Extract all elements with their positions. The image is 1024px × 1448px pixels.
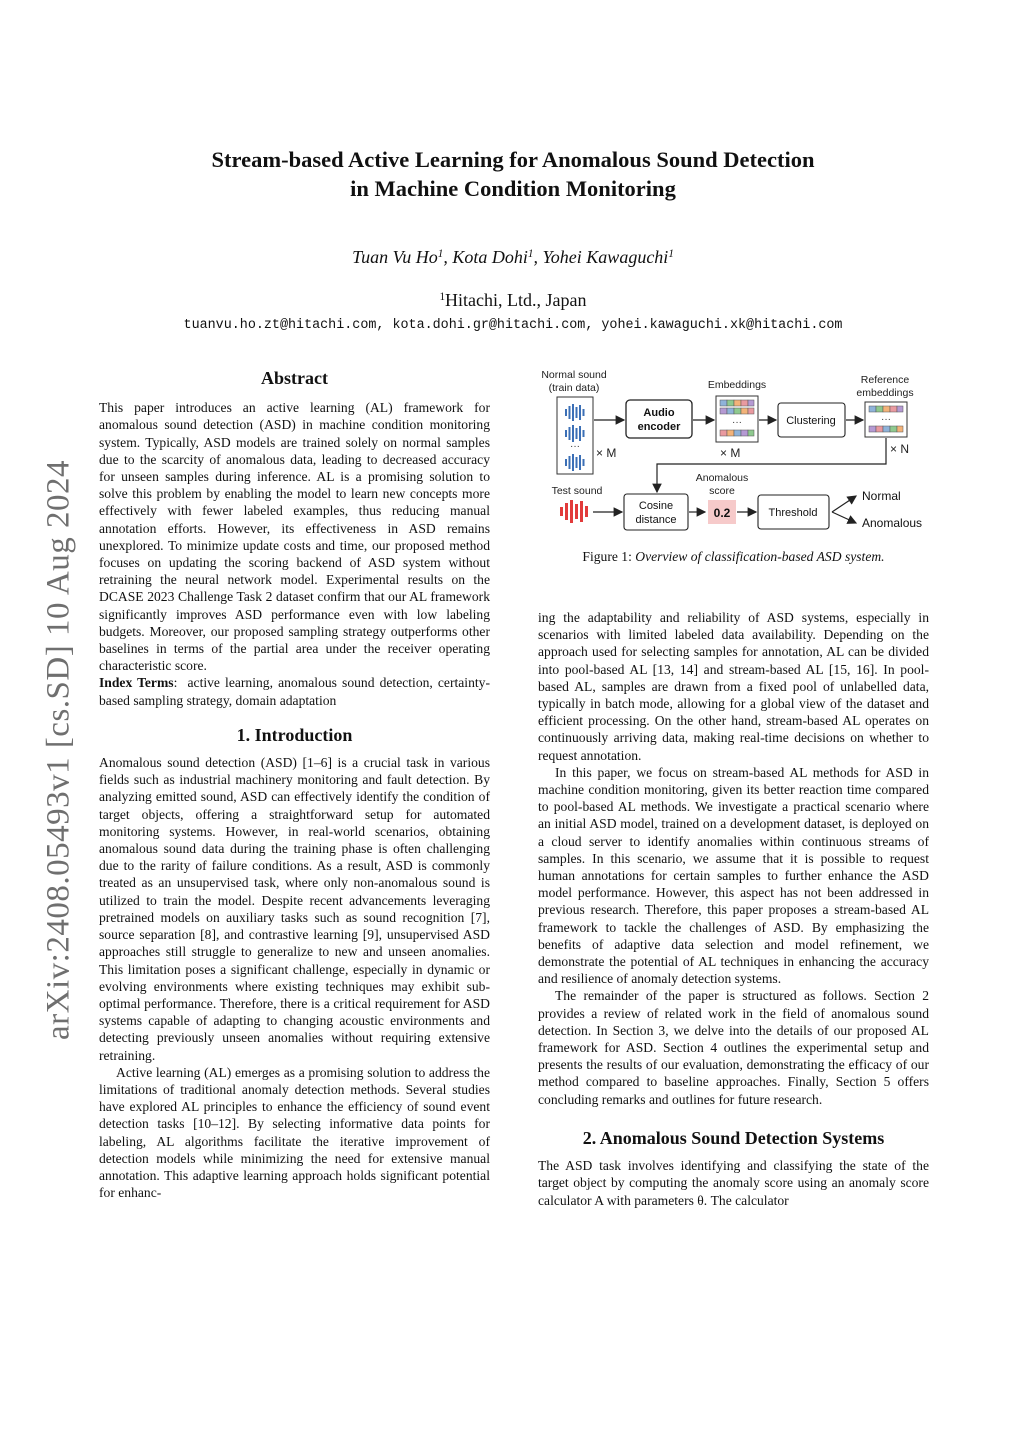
normal-sound-box [557, 397, 593, 474]
intro-paragraph-2: Active learning (AL) emerges as a promising solution to address the limitations of traditional anomaly detection methods. Several studies have explored AL principles to enhance the efficiency of sound event detection tasks [10–12]. By selecting informative data points for labeling, AL algorithms facilitate the iterative improvement of detection models while minimizing the need for extensive manual annotation. This adaptive learning approach holds significant potential for enhanc- [99, 1064, 490, 1201]
normal-output-label: Normal [862, 489, 901, 503]
reference-embeddings-label: Reference [860, 374, 910, 386]
anomalous-score-label: Anomalous [695, 472, 749, 484]
section-2-paragraph-1: The ASD task involves identifying and classifying the state of the target object by computing the anomaly score using an anomaly score calculator A with parameters θ. The calculator [538, 1158, 929, 1208]
arrow-to-normal [832, 496, 856, 512]
score-value: 0.2 [713, 506, 731, 520]
affiliation-text: Hitachi, Ltd., Japan [445, 290, 587, 310]
reference-ellipsis: ··· [881, 414, 891, 425]
embedding-vector [720, 430, 754, 436]
intro-paragraph-1: Anomalous sound detection (ASD) [1–6] is a crucial task in various fields such as industrial machinery monitoring and fault detection. By analyzing emitted sound, ASD can effectively identify the condition of target objects, offering a straightforward setup for automated monitoring systems. However, in real-world scenarios, obtaining anomalous sound data during the training phase is often challenging due to the rarity of failure conditions. As a result, ASD is commonly treated as an unsupervised task, where only non-anomalous sound is utilized to train the model. Despite recent advancements leveraging pretrained models on auxiliary tasks such as sound recognition [7], source separation [8], and contrastive learning [9], unsupervised ASD approaches still struggle to generalize to new and unseen anomalies. This limitation poses a significant challenge, especially in dynamic or evolving environments where existing techniques may exhibit sub-optimal performance. Therefore, there is a critical requirement for ASD systems capable of adapting to changing acoustic environments and detecting previously unseen anomalies without requiring extensive retraining. [99, 755, 490, 1063]
right-column [538, 609, 929, 1209]
abstract-text: This paper introduces an active learning (AL) framework for anomalous sound detection (ASD) in machine condition monitoring system. Typically, ASD models are trained solely on normal samples due to the scarcity of anomalous data, leading to decreased accuracy for unseen samples during inference. AL is a promising solution to solve this problem by enabling the model to learn new concepts more effectively with fewer labeled examples, thus reducing manual annotation efforts. However, its effectiveness in ASD remains unexplored. To minimize update costs and time, our proposed method focuses on updating the scoring backend of ASD system without retraining the neural network model. Experimental results on the DCASE 2023 Challenge Task 2 dataset confirm that our AL framework significantly improves ASD performance even with low labeling budgets. Moreover, our proposed sampling strategy outperforms other baselines in terms of the partial area under the receiver operating characteristic score. [99, 400, 490, 674]
audio-encoder-label: encoder [637, 421, 681, 433]
author-emails: tuanvu.ho.zt@hitachi.com, kota.dohi.gr@hitachi.com, yohei.kawaguchi.xk@hitachi.com [183, 318, 843, 333]
normal-sound-ellipsis: ··· [570, 441, 580, 452]
title-line-2: in Machine Condition Monitoring [350, 176, 676, 201]
abstract-heading: Abstract [261, 368, 328, 388]
reference-to-cosine-connector [657, 438, 886, 492]
arrow-to-anomalous [832, 512, 856, 523]
normal-sound-label: Normal sound [541, 369, 607, 381]
cosine-distance-label: distance [635, 514, 677, 526]
author-affiliation-mark: 1 [668, 247, 674, 260]
left-column [99, 370, 490, 1201]
arxiv-identifier [33, 445, 85, 1055]
section-2-heading: 2. Anomalous Sound Detection Systems [582, 1127, 885, 1148]
test-waveform-icon [560, 500, 588, 523]
threshold-label: Threshold [768, 507, 818, 519]
embeddings-ellipsis: ··· [732, 417, 742, 428]
affiliation [120, 290, 906, 311]
figure-1-diagram [538, 366, 934, 532]
embeddings-count-label: × M [720, 446, 741, 460]
reference-count-label: × N [890, 442, 910, 456]
author-name: Tuan Vu Ho [352, 247, 438, 267]
figure-caption-label: Figure 1: [582, 549, 632, 564]
anomalous-score-label: score [709, 485, 735, 497]
author-separator: , [443, 247, 453, 267]
arxiv-identifier-text: arXiv:2408.05493v1 [cs.SD] 10 Aug 2024 [40, 460, 77, 1040]
index-terms-label: Index Terms [99, 675, 174, 691]
figure-1-caption [538, 549, 929, 565]
normal-count-label: × M [596, 446, 617, 460]
audio-encoder-label: Audio [643, 407, 675, 419]
figure-caption-text: Overview of classification-based ASD system. [635, 549, 885, 564]
author-affiliation-mark: 1 [437, 247, 444, 260]
clustering-label: Clustering [786, 415, 836, 427]
anomalous-output-label: Anomalous [862, 516, 923, 530]
train-data-label: (train data) [548, 382, 600, 394]
index-terms-text: active learning, anomalous sound detection, certainty-based sampling strategy, domain adaptation [99, 675, 490, 708]
embedding-vector [720, 408, 754, 414]
author-list [120, 247, 906, 268]
intro-paragraph-3: In this paper, we focus on stream-based AL methods for ASD in machine condition monitoring, given its better reaction time compared to pool-based AL methods. We investigate a practical scenario where an initial ASD model, trained on a development dataset, is deployed on a cloud server to identify anomalies within continuous streams of samples. In this scenario, we assume that it is possible to request human annotations for certain samples to further enhance the ASD model performance. However, this aspect has not been addressed in previous research. Therefore, this paper proposes a stream-based AL framework to tackle the challenges of ASD. By emphasizing the benefits of adaptive data selection and model refinement, we demonstrate the potential of AL techniques in enhancing the accuracy and resilience of anomaly detection systems. [538, 764, 929, 987]
author-name: Yohei Kawaguchi [542, 247, 669, 267]
reference-vector [869, 406, 903, 412]
author-separator: , [533, 247, 543, 267]
paper-title [120, 145, 906, 203]
affiliation-mark: 1 [439, 290, 446, 303]
author-affiliation-mark: 1 [527, 247, 534, 260]
reference-vector [869, 426, 903, 432]
intro-paragraph-2-continued: ing the adaptability and reliability of ASD systems, especially in scenarios with limited labeled data availability. Depending on the approach used for selecting samples for annotation, AL can be divided into pool-based AL [13, 14] and stream-based AL [15, 16]. In pool-based AL, samples are drawn from a fixed pool of unlabelled data, typically in batch mode, allowing for a global view of the dataset and efficient processing. On the other hand, stream-based AL operates on continuously arriving data, making real-time decisions on whether to request annotation. [538, 610, 929, 763]
embeddings-label: Embeddings [707, 379, 767, 391]
cosine-distance-label: Cosine [638, 500, 674, 512]
intro-paragraph-4: The remainder of the paper is structured as follows. Section 2 provides a review of related work in the field of anomalous sound detection. In Section 3, we delve into the details of our proposed AL framework for ASD. Section 4 outlines the experimental setup and presents the results of our evaluation, demonstrating the efficacy of our method compared to baseline approaches. Finally, Section 5 offers concluding remarks and outlines for future research. [538, 988, 929, 1107]
embedding-vector [720, 400, 754, 406]
author-name: Kota Dohi [452, 247, 528, 267]
title-line-1: Stream-based Active Learning for Anomalous Sound Detection [211, 147, 815, 172]
introduction-heading: 1. Introduction [236, 724, 353, 745]
index-terms: Index Terms: active learning, anomalous sound detection, certainty-based sampling strategy, domain adaptation [99, 675, 490, 708]
reference-embeddings-label: embeddings [856, 387, 914, 399]
test-sound-label: Test sound [551, 485, 603, 497]
